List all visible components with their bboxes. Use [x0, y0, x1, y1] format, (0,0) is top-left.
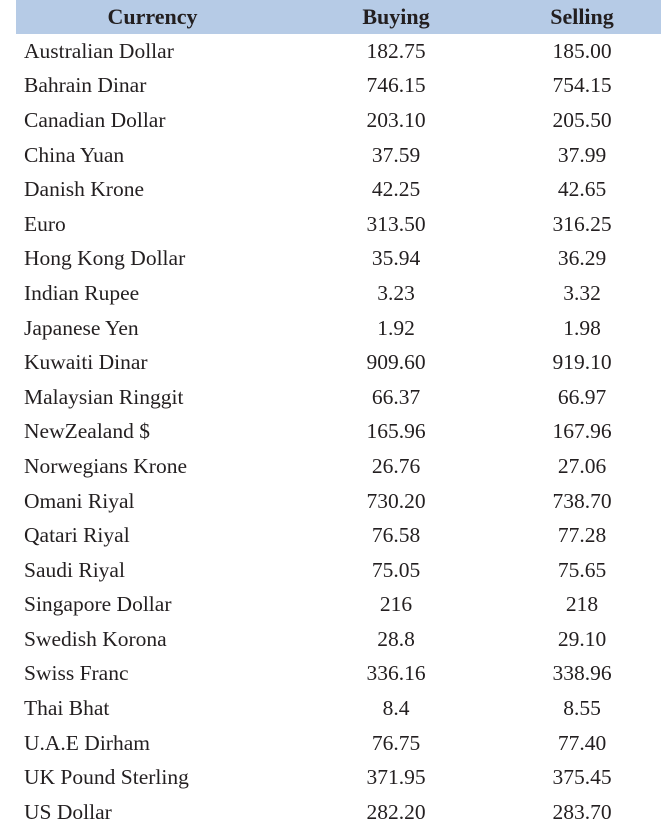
selling-rate-cell: 42.65 — [557, 177, 607, 202]
table-row — [16, 138, 661, 173]
currency-name-cell: Thai Bhat — [24, 696, 110, 721]
buying-rate-cell: 28.8 — [377, 626, 415, 651]
selling-rate-cell: 316.25 — [552, 211, 612, 236]
selling-rate-cell: 37.99 — [557, 142, 607, 167]
table-row — [16, 242, 661, 277]
selling-rate-cell: 338.96 — [552, 661, 612, 686]
selling-rate-cell: 75.65 — [557, 557, 607, 582]
exchange-rate-table — [16, 0, 661, 830]
buying-rate-cell: 35.94 — [371, 246, 421, 271]
table-row — [16, 484, 661, 519]
buying-rate-cell: 37.59 — [371, 142, 421, 167]
selling-rate-cell: 1.98 — [563, 315, 601, 340]
currency-name-cell: Australian Dollar — [24, 38, 174, 63]
currency-name-cell: China Yuan — [24, 142, 125, 167]
buying-rate-cell: 75.05 — [371, 557, 421, 582]
currency-name-cell: Indian Rupee — [24, 280, 140, 305]
currency-name-cell: NewZealand $ — [24, 419, 150, 444]
table-row — [16, 691, 661, 726]
selling-rate-cell: 29.10 — [557, 626, 607, 651]
table-row — [16, 588, 661, 623]
currency-name-cell: Hong Kong Dollar — [24, 246, 186, 271]
currency-name-cell: Norwegians Krone — [24, 453, 187, 478]
currency-name-cell: Swedish Korona — [24, 626, 167, 651]
buying-rate-cell: 42.25 — [371, 177, 421, 202]
currency-name-cell: Kuwaiti Dinar — [24, 350, 148, 375]
table-row — [16, 449, 661, 484]
currency-name-cell: Omani Riyal — [24, 488, 135, 513]
buying-rate-cell: 909.60 — [366, 350, 426, 375]
buying-rate-cell: 165.96 — [366, 419, 426, 444]
buying-rate-cell: 746.15 — [366, 73, 426, 98]
buying-rate-cell: 203.10 — [366, 107, 426, 132]
buying-rate-cell: 66.37 — [371, 384, 421, 409]
buying-rate-cell: 730.20 — [366, 488, 426, 513]
selling-rate-cell: 27.06 — [557, 453, 607, 478]
selling-rate-cell: 36.29 — [557, 246, 607, 271]
buying-rate-cell: 282.20 — [366, 799, 426, 824]
currency-name-cell: Swiss Franc — [24, 661, 129, 686]
currency-name-cell: Bahrain Dinar — [24, 73, 147, 98]
currency-column-header: Currency — [16, 0, 289, 34]
buying-rate-cell: 371.95 — [366, 765, 426, 790]
table-row — [16, 726, 661, 761]
selling-rate-cell: 77.28 — [557, 523, 607, 548]
table-row — [16, 760, 661, 795]
table-row — [16, 518, 661, 553]
selling-rate-cell: 283.70 — [552, 799, 612, 824]
table-row — [16, 553, 661, 588]
buying-rate-cell: 76.58 — [371, 523, 421, 548]
selling-rate-cell: 754.15 — [552, 73, 612, 98]
currency-name-cell: Qatari Riyal — [24, 523, 130, 548]
table-row — [16, 103, 661, 138]
currency-name-cell: Danish Krone — [24, 177, 145, 202]
buying-rate-cell: 336.16 — [366, 661, 426, 686]
selling-rate-cell: 3.32 — [563, 280, 601, 305]
selling-rate-cell: 919.10 — [552, 350, 612, 375]
selling-column-header: Selling — [503, 0, 661, 34]
selling-rate-cell: 185.00 — [552, 38, 612, 63]
buying-rate-cell: 216 — [379, 592, 413, 617]
buying-rate-cell: 1.92 — [377, 315, 415, 340]
buying-rate-cell: 8.4 — [382, 696, 410, 721]
buying-rate-cell: 26.76 — [371, 453, 421, 478]
table-row — [16, 34, 661, 69]
currency-name-cell: Japanese Yen — [24, 315, 139, 340]
selling-rate-cell: 66.97 — [557, 384, 607, 409]
header-row — [16, 0, 661, 34]
selling-rate-cell: 167.96 — [552, 419, 612, 444]
table-row — [16, 311, 661, 346]
selling-rate-cell: 8.55 — [563, 696, 601, 721]
currency-name-cell: Malaysian Ringgit — [24, 384, 184, 409]
table-header — [16, 0, 661, 34]
table-row — [16, 795, 661, 830]
table-body — [16, 34, 661, 830]
buying-rate-cell: 3.23 — [377, 280, 415, 305]
currency-name-cell: Singapore Dollar — [24, 592, 172, 617]
selling-rate-cell: 218 — [565, 592, 599, 617]
table-row — [16, 207, 661, 242]
buying-rate-cell: 76.75 — [371, 730, 421, 755]
currency-name-cell: UK Pound Sterling — [24, 765, 189, 790]
table-row — [16, 345, 661, 380]
table-row — [16, 380, 661, 415]
currency-name-cell: Euro — [24, 211, 66, 236]
table-row — [16, 276, 661, 311]
table-row — [16, 172, 661, 207]
buying-rate-cell: 182.75 — [366, 38, 426, 63]
table-row — [16, 622, 661, 657]
selling-rate-cell: 738.70 — [552, 488, 612, 513]
selling-rate-cell: 205.50 — [552, 107, 612, 132]
currency-name-cell: U.A.E Dirham — [24, 730, 150, 755]
table-row — [16, 657, 661, 692]
selling-rate-cell: 77.40 — [557, 730, 607, 755]
buying-column-header: Buying — [289, 0, 503, 34]
currency-name-cell: Saudi Riyal — [24, 557, 125, 582]
selling-rate-cell: 375.45 — [552, 765, 612, 790]
table-row — [16, 415, 661, 450]
currency-name-cell: US Dollar — [24, 799, 112, 824]
buying-rate-cell: 313.50 — [366, 211, 426, 236]
table-row — [16, 69, 661, 104]
currency-name-cell: Canadian Dollar — [24, 107, 166, 132]
